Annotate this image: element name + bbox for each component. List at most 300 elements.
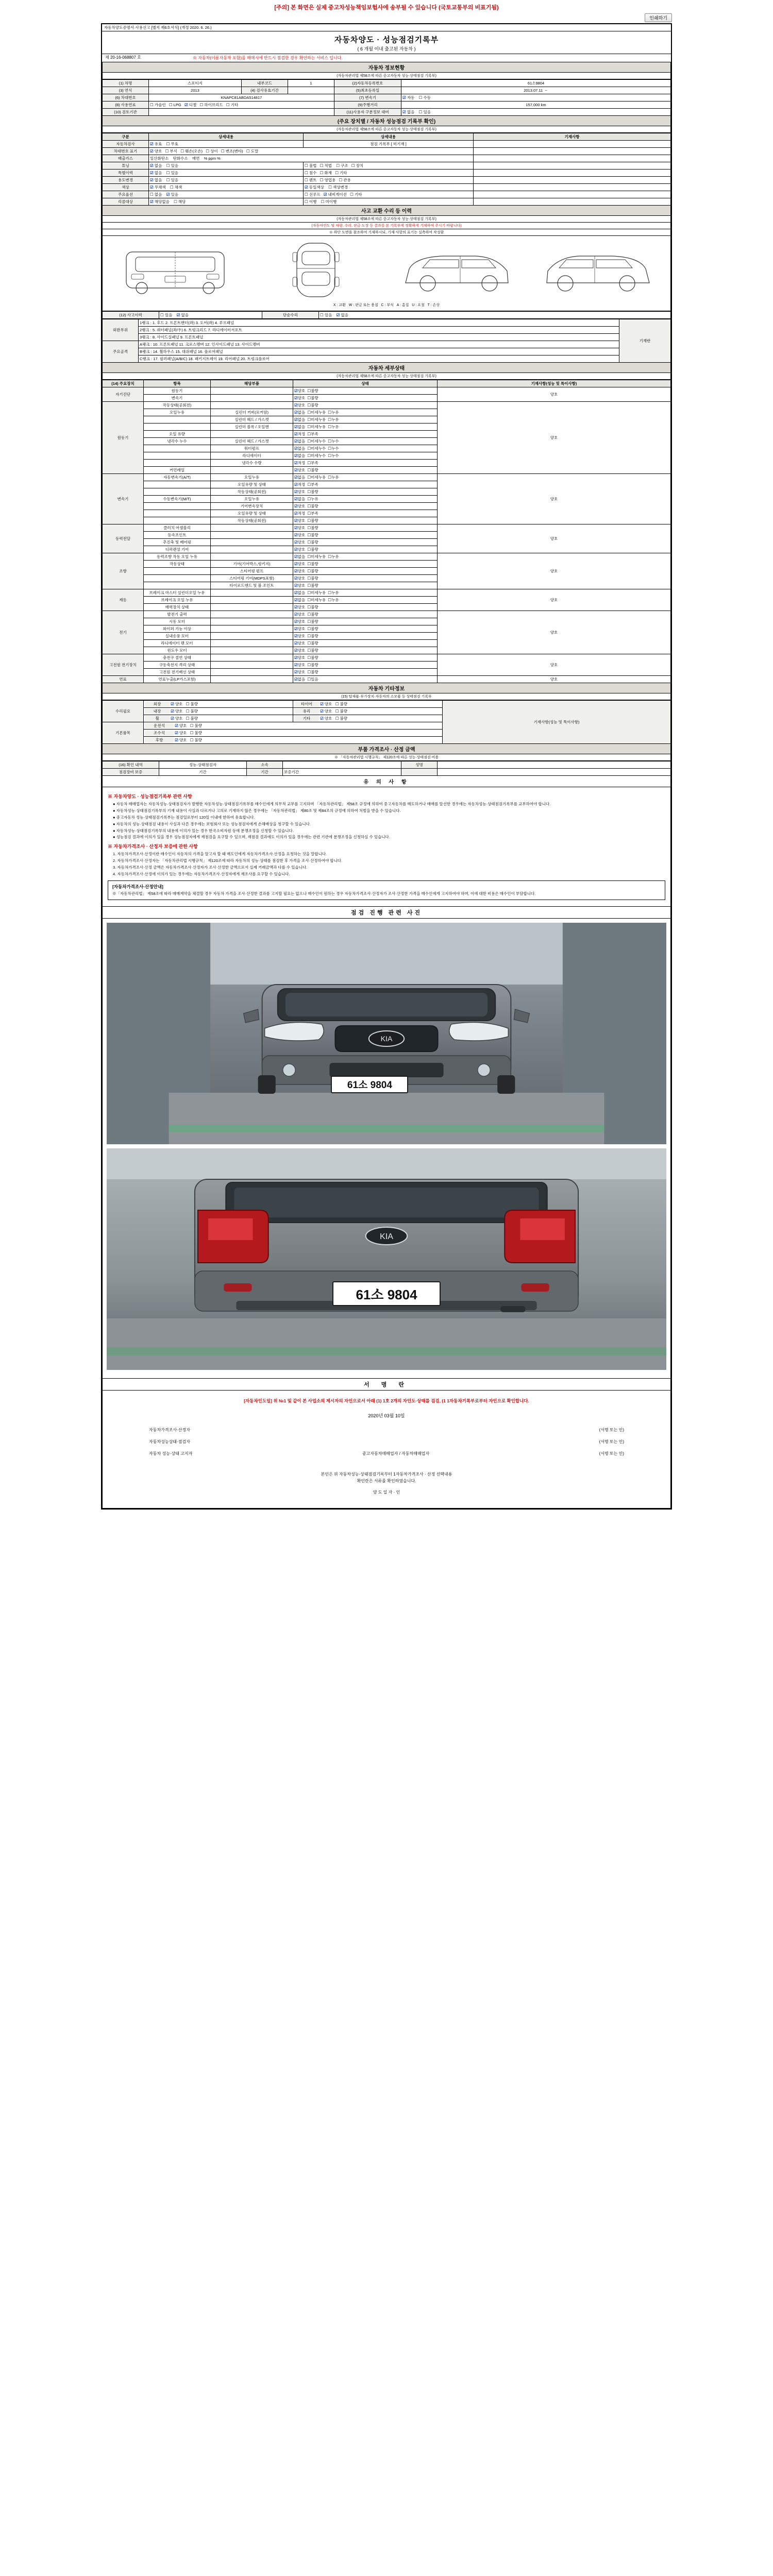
perf-checkbox[interactable]: ☑ [294, 475, 298, 480]
perf-checkbox[interactable]: ☐ [307, 576, 311, 581]
sign-line-2 [118, 1448, 655, 1460]
perf-checkbox[interactable]: ☑ [294, 590, 298, 595]
tires-item-etc: 기타 [294, 716, 319, 721]
checkbox-wheel-bad[interactable]: ☐ [186, 716, 190, 721]
perf-note-cell: 양호 [438, 589, 671, 611]
perf-part-label [211, 618, 293, 625]
perf-state-cell [293, 561, 438, 568]
perf-checkbox[interactable]: ☐ [307, 655, 311, 660]
perf-checkbox[interactable]: ☐ [307, 518, 311, 523]
perf-item-label: 등속조인트 [144, 532, 211, 539]
perf-checkbox[interactable]: ☑ [294, 626, 298, 631]
checkbox-simple-no[interactable]: ☑ [336, 313, 340, 317]
perf-checkbox[interactable]: ☑ [294, 540, 298, 545]
perf-checkbox[interactable]: ☑ [294, 497, 298, 501]
perf-checkbox[interactable]: ☑ [294, 489, 298, 494]
perf-checkbox-label: 없음 [297, 677, 306, 682]
checkbox-fuel-etc[interactable]: ☐ [226, 103, 230, 107]
front-plate-text: 61소 9804 [347, 1080, 392, 1091]
checkbox-tire-bad[interactable]: ☐ [335, 702, 339, 706]
perf-checkbox[interactable]: ☐ [307, 533, 311, 537]
perf-checkbox[interactable]: ☐ [307, 648, 311, 653]
checkbox-options-navigation[interactable]: ☑ [323, 192, 327, 197]
car-diagram-front [116, 239, 234, 301]
perf-checkbox-label: 양호 [297, 526, 306, 530]
checkbox-glass-bad[interactable]: ☐ [335, 709, 339, 714]
perf-checkbox[interactable]: ☑ [294, 569, 298, 573]
checkbox-simple-yes[interactable]: ☐ [320, 313, 324, 317]
perf-item-label [144, 481, 211, 488]
fee-value-period2: 보증기간 [283, 769, 401, 776]
perf-checkbox[interactable]: ☐ [307, 569, 311, 573]
perf-checkbox[interactable]: ☑ [294, 417, 298, 422]
perf-checkbox[interactable]: ☑ [294, 554, 298, 559]
checkbox-accident-no[interactable]: ☑ [176, 313, 180, 317]
perf-checkbox-label: 누유 [331, 475, 339, 480]
checkbox-specialhist-yes[interactable]: ☐ [166, 171, 170, 175]
perf-state-cell [293, 481, 438, 488]
checkbox-usechange-official[interactable]: ☐ [339, 178, 343, 182]
fee-label-name: 성명 [401, 761, 438, 769]
sign-role-2: 자동차 성능·상태 고지자 [149, 1451, 193, 1456]
parts-outer-rank2: 2랭크 : 5. 쿼터패널(좌/우) 6. 트렁크리드 7. 라디에이터서포트 [139, 327, 619, 334]
perf-checkbox[interactable]: ☑ [294, 655, 298, 660]
tires-right-label: 기재사항(성능 및 특이사항) [443, 701, 671, 744]
perf-item-label: 냉각수 누수 [144, 438, 211, 445]
perf-checkbox[interactable]: ☑ [294, 583, 298, 588]
fee-value-name [438, 761, 671, 769]
checkbox-inspection-valid[interactable]: ☑ [150, 142, 154, 146]
perf-checkbox[interactable]: ☑ [294, 562, 298, 566]
perf-checkbox[interactable]: ☐ [307, 410, 311, 415]
perf-checkbox[interactable]: ☑ [294, 605, 298, 609]
perf-checkbox-label: 양호 [297, 663, 306, 667]
perf-checkbox[interactable]: ☐ [307, 489, 311, 494]
checkbox-usechange-business[interactable]: ☐ [320, 178, 324, 182]
parts-label-frame: 주요골격 [103, 341, 139, 363]
checkbox-fuel-diesel[interactable]: ☑ [184, 103, 188, 107]
label-usechange-official: 관용 [343, 178, 351, 182]
svg-text:KIA: KIA [380, 1232, 393, 1242]
checkbox-passenger-bad[interactable]: ☐ [190, 731, 194, 735]
perf-checkbox[interactable]: ☐ [307, 547, 311, 552]
perf-checkbox[interactable]: ☐ [307, 417, 311, 422]
perf-checkbox[interactable]: ☐ [307, 634, 311, 638]
perf-item-label [144, 568, 211, 575]
perf-part-label: 타이로드엔드 및 볼 조인트 [211, 582, 293, 589]
perf-checkbox[interactable]: ☐ [307, 511, 311, 516]
perf-checkbox[interactable]: ☐ [307, 670, 311, 674]
photo-gallery [102, 919, 671, 1379]
fee-label-warranty: 점검장비 보증 [103, 769, 159, 776]
sign-suffix-0[interactable]: (서명 또는 인) [599, 1427, 624, 1432]
checkbox-tuning-structure[interactable]: ☐ [336, 163, 340, 168]
checkbox-exterior-good[interactable]: ☑ [171, 702, 174, 706]
label-interior-good: 양호 [175, 709, 183, 714]
checkbox-recall-done[interactable]: ☐ [305, 199, 308, 204]
perf-part-label [211, 597, 293, 604]
checkbox-rear-bad[interactable]: ☐ [190, 738, 194, 742]
checkbox-usechange-none[interactable]: ☑ [150, 178, 154, 182]
label-rear-good: 양호 [179, 738, 187, 742]
checkbox-wheel-good[interactable]: ☑ [171, 716, 174, 721]
perf-item-label: 시동 모터 [144, 618, 211, 625]
status-note-tuning [474, 162, 671, 170]
perf-checkbox[interactable]: ☑ [294, 403, 298, 408]
perf-part-label [211, 431, 293, 438]
perf-checkbox[interactable]: ☑ [294, 518, 298, 523]
accident-label-history: (12) 사고이력 [103, 312, 159, 319]
perf-checkbox[interactable]: ☐ [328, 410, 332, 415]
sign-suffix-2[interactable]: (서명 또는 인) [599, 1451, 624, 1456]
perf-part-label: 오일누유 [211, 496, 293, 503]
checkbox-tuning-none[interactable]: ☑ [150, 163, 154, 168]
perf-item-label [144, 452, 211, 460]
label-specialhist-yes: 있음 [171, 171, 178, 175]
checkbox-options-none[interactable]: ☐ [150, 192, 154, 197]
perf-checkbox-label: 불량 [311, 634, 318, 638]
label-accident-no: 없음 [181, 313, 189, 317]
perf-item-label: 고전원 전기배선 상태 [144, 669, 211, 676]
sign-suffix-1[interactable]: (서명 또는 인) [599, 1439, 624, 1444]
checkbox-usechange-rent[interactable]: ☐ [305, 178, 308, 182]
perf-checkbox[interactable]: ☐ [307, 526, 311, 530]
notice-box-title: [자동차가격조사·산정안내] [112, 884, 163, 889]
perf-checkbox[interactable]: ☑ [294, 677, 298, 682]
label-options-sunroof: 선루프 [309, 192, 321, 197]
perf-checkbox[interactable]: ☐ [328, 453, 332, 458]
cell-value-mileage: 157,000 km [401, 101, 671, 109]
perf-checkbox[interactable]: ☐ [307, 626, 311, 631]
perf-checkbox[interactable]: ☐ [307, 677, 311, 682]
perf-checkbox[interactable]: ☐ [307, 554, 311, 559]
perf-checkbox[interactable]: ☑ [294, 641, 298, 646]
perf-checkbox[interactable]: ☐ [307, 540, 311, 545]
checkbox-fuel-gasoline[interactable]: ☐ [150, 103, 154, 107]
perf-part-label: 오일누유 [211, 474, 293, 481]
perf-checkbox[interactable]: ☐ [307, 641, 311, 646]
perf-checkbox[interactable]: ☑ [294, 511, 298, 516]
perf-checkbox[interactable]: ☑ [294, 576, 298, 581]
perf-item-label: 변속기 [144, 395, 211, 402]
checkbox-fuel-lpg[interactable]: ☐ [169, 103, 173, 107]
perf-item-label [144, 510, 211, 517]
perf-part-label [211, 640, 293, 647]
perf-item-label: 라디에이터 팬 모터 [144, 640, 211, 647]
checkbox-color-same[interactable]: ☑ [305, 185, 308, 190]
sign-section-title: 서 명 란 [102, 1379, 671, 1391]
cell-label-platenum: (2)자동차등록번호 [334, 80, 401, 87]
perf-checkbox[interactable]: ☑ [294, 425, 298, 429]
checkbox-vinmark-good[interactable]: ☑ [150, 149, 154, 154]
perf-checkbox-label: 양호 [297, 533, 306, 537]
checkbox-vinmark-corrosion[interactable]: ☐ [165, 149, 169, 154]
cell-label-mileage: (9)주행거리 [334, 101, 401, 109]
checkbox-glass-good[interactable]: ☑ [320, 709, 324, 714]
perf-state-cell [293, 676, 438, 683]
label-usechange-rent: 렌트 [309, 178, 317, 182]
checkbox-recall-yes[interactable]: ☐ [174, 199, 177, 204]
checkbox-usertype-none[interactable]: ☑ [402, 110, 406, 114]
tires-item-tire: 타이어 [294, 701, 319, 707]
perf-checkbox-label: 불량 [311, 540, 318, 545]
perf-checkbox[interactable]: ☑ [294, 533, 298, 537]
checkbox-options-yes[interactable]: ☑ [166, 192, 170, 197]
perf-checkbox-label: 누유 [331, 590, 339, 595]
perf-checkbox-label: 부족 [311, 482, 318, 487]
perf-checkbox[interactable]: ☑ [294, 619, 298, 624]
perf-checkbox[interactable]: ☐ [328, 446, 332, 451]
perf-item-label: 오일누유 [144, 409, 211, 416]
perf-checkbox[interactable]: ☑ [294, 598, 298, 602]
perf-part-label: 실린더 블록 / 오일팬 [211, 423, 293, 431]
perf-checkbox-label: 불량 [311, 562, 318, 566]
perf-checkbox-label: 불량 [311, 605, 318, 609]
perf-row [103, 402, 671, 409]
label-options-navigation: 내비게이션 [328, 192, 347, 197]
perf-item-label: 실내송풍 모터 [144, 633, 211, 640]
perf-checkbox[interactable]: ☐ [307, 425, 311, 429]
perf-checkbox[interactable]: ☐ [307, 403, 311, 408]
perf-checkbox[interactable]: ☐ [307, 583, 311, 588]
sign-date: 2020년 03월 10일 [368, 1413, 405, 1418]
top-banner: [주의] 본 화면은 실제 중고차성능책임보험사에 송부될 수 있습니다 (국토교통부의 비표기됨) [274, 5, 499, 11]
perf-item-label: 작동상태 [144, 561, 211, 568]
car-diagram-side-left [398, 239, 516, 301]
notice-box [108, 880, 665, 900]
perf-checkbox-label: 불량 [311, 648, 318, 653]
checkbox-interior-bad[interactable]: ☐ [186, 709, 190, 714]
perf-checkbox-label: 없음 [297, 590, 306, 595]
perf-checkbox[interactable]: ☑ [294, 504, 298, 509]
perf-checkbox[interactable]: ☑ [294, 446, 298, 451]
label-color-changed: 색상변경 [332, 185, 348, 190]
checkbox-tuning-illegal[interactable]: ☐ [305, 163, 308, 168]
checkbox-interior-good[interactable]: ☑ [171, 709, 174, 714]
perf-row [103, 387, 671, 395]
perf-checkbox[interactable]: ☐ [328, 590, 332, 595]
perf-checkbox[interactable]: ☐ [307, 432, 311, 436]
notice-p-1-5: ● 성능점검 결과에 이의가 있을 경우 성능점검자에게 재점검을 요구할 수 있으며, 재점검 결과에도 이의가 있을 경우에는 관련 기관에 분쟁조정을 신청하실 수 있습니다. [113, 835, 390, 840]
checkbox-color-achromatic[interactable]: ☑ [150, 185, 154, 190]
perf-checkbox[interactable]: ☑ [294, 461, 298, 465]
perf-checkbox-label: 적정 [297, 461, 306, 465]
perf-part-label [211, 669, 293, 676]
perf-checkbox-label: 미세누유 [311, 425, 326, 429]
perf-checkbox[interactable]: ☐ [328, 417, 332, 422]
checkbox-color-changed[interactable]: ☐ [328, 185, 332, 190]
fee-label-blank [401, 769, 438, 776]
checkbox-passenger-good[interactable]: ☑ [175, 731, 178, 735]
perf-checkbox[interactable]: ☐ [307, 388, 311, 393]
checkbox-tuning-yes[interactable]: ☐ [166, 163, 170, 168]
perf-checkbox-label: 불량 [311, 576, 318, 581]
perf-state-cell [293, 582, 438, 589]
section-status-note: (자동차관리법 제58조에 따른 중고자동차 성능·상태점검 기록부) [102, 126, 671, 133]
perf-checkbox-label: 미세누유 [311, 590, 326, 595]
checkbox-recall-notdone[interactable]: ☐ [321, 199, 325, 204]
perf-checkbox[interactable]: ☑ [294, 612, 298, 617]
sign-line-1 [118, 1436, 655, 1448]
perf-checkbox[interactable]: ☐ [307, 590, 311, 595]
checkbox-fuel-hybrid[interactable]: ☐ [199, 103, 204, 107]
perf-state-cell [293, 517, 438, 524]
perf-checkbox[interactable]: ☑ [294, 634, 298, 638]
perf-checkbox[interactable]: ☐ [328, 554, 332, 559]
perf-checkbox-label: 부족 [311, 511, 318, 516]
sign-footer-3: 양 도 일 자 · 인 [373, 1489, 400, 1495]
perf-checkbox[interactable]: ☑ [294, 648, 298, 653]
perf-state-cell [293, 467, 438, 474]
parts-frame-rankA: A랭크 : 10. 프론트패널 11. 크로스멤버 12. 인사이드패널 13. 사이드멤버 [139, 341, 619, 348]
perf-checkbox[interactable]: ☑ [294, 547, 298, 552]
checkbox-specialhist-flood[interactable]: ☐ [305, 171, 308, 175]
cell-value-vin: KNAPC81ABDA514817 [149, 94, 334, 101]
perf-state-cell [293, 611, 438, 618]
perf-state-cell [293, 597, 438, 604]
perf-checkbox[interactable]: ☐ [307, 482, 311, 487]
perf-checkbox[interactable]: ☐ [328, 439, 332, 444]
checkbox-driver-good[interactable]: ☑ [175, 723, 178, 728]
perf-checkbox[interactable]: ☐ [307, 612, 311, 617]
cell-value-year: 2013 [149, 87, 242, 94]
perf-checkbox[interactable]: ☑ [294, 526, 298, 530]
perf-checkbox[interactable]: ☑ [294, 663, 298, 667]
checkbox-inspection-invalid[interactable]: ☐ [166, 142, 170, 146]
cell-label-carname: (1) 차명 [103, 80, 149, 87]
perf-checkbox[interactable]: ☑ [294, 396, 298, 400]
perf-checkbox[interactable]: ☐ [307, 468, 311, 472]
checkbox-vinmark-erased[interactable]: ☐ [246, 149, 250, 154]
perf-checkbox-label: 없음 [297, 446, 306, 451]
perf-checkbox-label: 불량 [311, 489, 318, 494]
cell-value-inspection [288, 87, 334, 94]
perf-checkbox[interactable]: ☑ [294, 439, 298, 444]
checkbox-specialhist-etc[interactable]: ☐ [335, 171, 339, 175]
perf-checkbox[interactable]: ☐ [328, 598, 332, 602]
label-tuning-yes: 있음 [171, 163, 178, 168]
perf-item-label: 오일 유량 [144, 431, 211, 438]
perf-checkbox[interactable]: ☑ [294, 670, 298, 674]
perf-checkbox[interactable]: ☐ [307, 453, 311, 458]
perf-checkbox-label: 적정 [297, 511, 306, 516]
label-simple-yes: 있음 [324, 313, 332, 317]
checkbox-specialhist-none[interactable]: ☑ [150, 171, 154, 175]
perf-checkbox[interactable]: ☐ [307, 619, 311, 624]
perf-checkbox[interactable]: ☑ [294, 388, 298, 393]
checkbox-exterior-bad[interactable]: ☐ [186, 702, 190, 706]
perf-item-label [144, 445, 211, 452]
cell-value-innercode: 1 [288, 80, 334, 87]
status-col-1: 상세내용 [149, 133, 304, 141]
perf-checkbox[interactable]: ☐ [307, 396, 311, 400]
perf-checkbox[interactable]: ☑ [294, 482, 298, 487]
checkbox-options-etc[interactable]: ☐ [350, 192, 354, 197]
perf-checkbox[interactable]: ☐ [307, 461, 311, 465]
checkbox-specialhist-fire[interactable]: ☐ [320, 171, 324, 175]
perf-checkbox-label: 불량 [311, 583, 318, 588]
cell-label-inspection: (4) 검사유효기간 [242, 87, 288, 94]
label-fuel-gasoline: 가솔린 [154, 103, 166, 107]
perf-checkbox[interactable]: ☐ [307, 475, 311, 480]
tires-item-passenger: 조수석 [145, 730, 174, 736]
perf-checkbox[interactable]: ☐ [307, 562, 311, 566]
perf-checkbox[interactable]: ☑ [294, 410, 298, 415]
label-tuning-illegal: 불법 [309, 163, 317, 168]
checkbox-accident-yes[interactable]: ☐ [160, 313, 164, 317]
checkbox-transmission-manual[interactable]: ☐ [418, 95, 423, 100]
perf-checkbox-label: 있음 [311, 677, 318, 682]
checkbox-usertype-yes[interactable]: ☐ [418, 110, 423, 114]
perf-checkbox[interactable]: ☑ [294, 432, 298, 436]
checkbox-driver-bad[interactable]: ☐ [190, 723, 194, 728]
print-button[interactable]: 인쇄하기 [645, 13, 672, 22]
perf-checkbox[interactable]: ☐ [307, 663, 311, 667]
checkbox-tuning-device[interactable]: ☐ [351, 163, 355, 168]
notice-p-1-2: ● 중고자동차 성능·상태점검기록부는 점검일로부터 120일 이내에 한하여 유효합니다. [113, 815, 255, 820]
perf-checkbox-label: 양호 [297, 518, 306, 523]
checkbox-recall-na[interactable]: ☑ [150, 199, 154, 204]
checkbox-transmission-auto[interactable]: ☑ [402, 95, 406, 100]
perf-checkbox[interactable]: ☑ [294, 453, 298, 458]
perf-part-label [211, 662, 293, 669]
checkbox-usechange-yes[interactable]: ☐ [166, 178, 170, 182]
perf-item-label [144, 575, 211, 582]
label-specialhist-etc: 기타 [340, 171, 347, 175]
perf-state-cell [293, 662, 438, 669]
perf-checkbox-label: 부족 [311, 461, 318, 465]
perf-checkbox-label: 없음 [297, 410, 306, 415]
checkbox-options-sunroof[interactable]: ☐ [305, 192, 308, 197]
checkbox-vinmark-altered[interactable]: ☐ [221, 149, 225, 154]
label-tire-good: 양호 [324, 702, 332, 706]
perf-checkbox[interactable]: ☐ [307, 497, 311, 501]
perf-checkbox[interactable]: ☐ [307, 598, 311, 602]
perf-checkbox-label: 양호 [297, 605, 306, 609]
perf-part-label [211, 467, 293, 474]
checkbox-rear-good[interactable]: ☑ [175, 738, 178, 742]
perf-note-cell: 양호 [438, 524, 671, 553]
perf-checkbox[interactable]: ☐ [328, 425, 332, 429]
perf-state-cell [293, 395, 438, 402]
label-options-yes: 있음 [171, 192, 178, 197]
checkbox-vinmark-damaged[interactable]: ☐ [180, 149, 184, 154]
perf-checkbox-label: 불량 [311, 396, 318, 400]
label-usechange-none: 없음 [154, 178, 162, 182]
perf-checkbox[interactable]: ☐ [307, 446, 311, 451]
perf-checkbox[interactable]: ☑ [294, 468, 298, 472]
notice-p-1-3: ● 자동차의 성능·상태점검 내용이 사실과 다른 경우에는 보험회사 또는 성능점검자에게 손해배상을 청구할 수 있습니다. [113, 821, 311, 826]
perf-checkbox-label: 양호 [297, 396, 306, 400]
perf-checkbox[interactable]: ☐ [328, 475, 332, 480]
label-recall-done: 이행 [309, 199, 317, 204]
checkbox-tire-good[interactable]: ☑ [320, 702, 324, 706]
perf-checkbox[interactable]: ☐ [307, 504, 311, 509]
perf-item-label [144, 488, 211, 496]
checkbox-vinmark-different[interactable]: ☐ [206, 149, 209, 154]
section-accident-note2: (자동차인도 및 차량, 수리, 판금·도장 등 결과를 본 기록부에 정확하게 기재하여 주시기 바랍니다) [102, 223, 671, 229]
checkbox-color-chromatic[interactable]: ☐ [170, 185, 174, 190]
perf-note-cell: 양호 [438, 402, 671, 474]
checkbox-etc-bad[interactable]: ☐ [335, 716, 339, 721]
perf-part-label [211, 611, 293, 618]
perf-checkbox[interactable]: ☐ [307, 605, 311, 609]
checkbox-etc-good[interactable]: ☑ [320, 716, 324, 721]
perf-checkbox[interactable]: ☐ [307, 439, 311, 444]
perf-row [103, 553, 671, 561]
perf-checkbox-label: 양호 [297, 641, 306, 646]
checkbox-tuning-legal[interactable]: ☐ [320, 163, 324, 168]
